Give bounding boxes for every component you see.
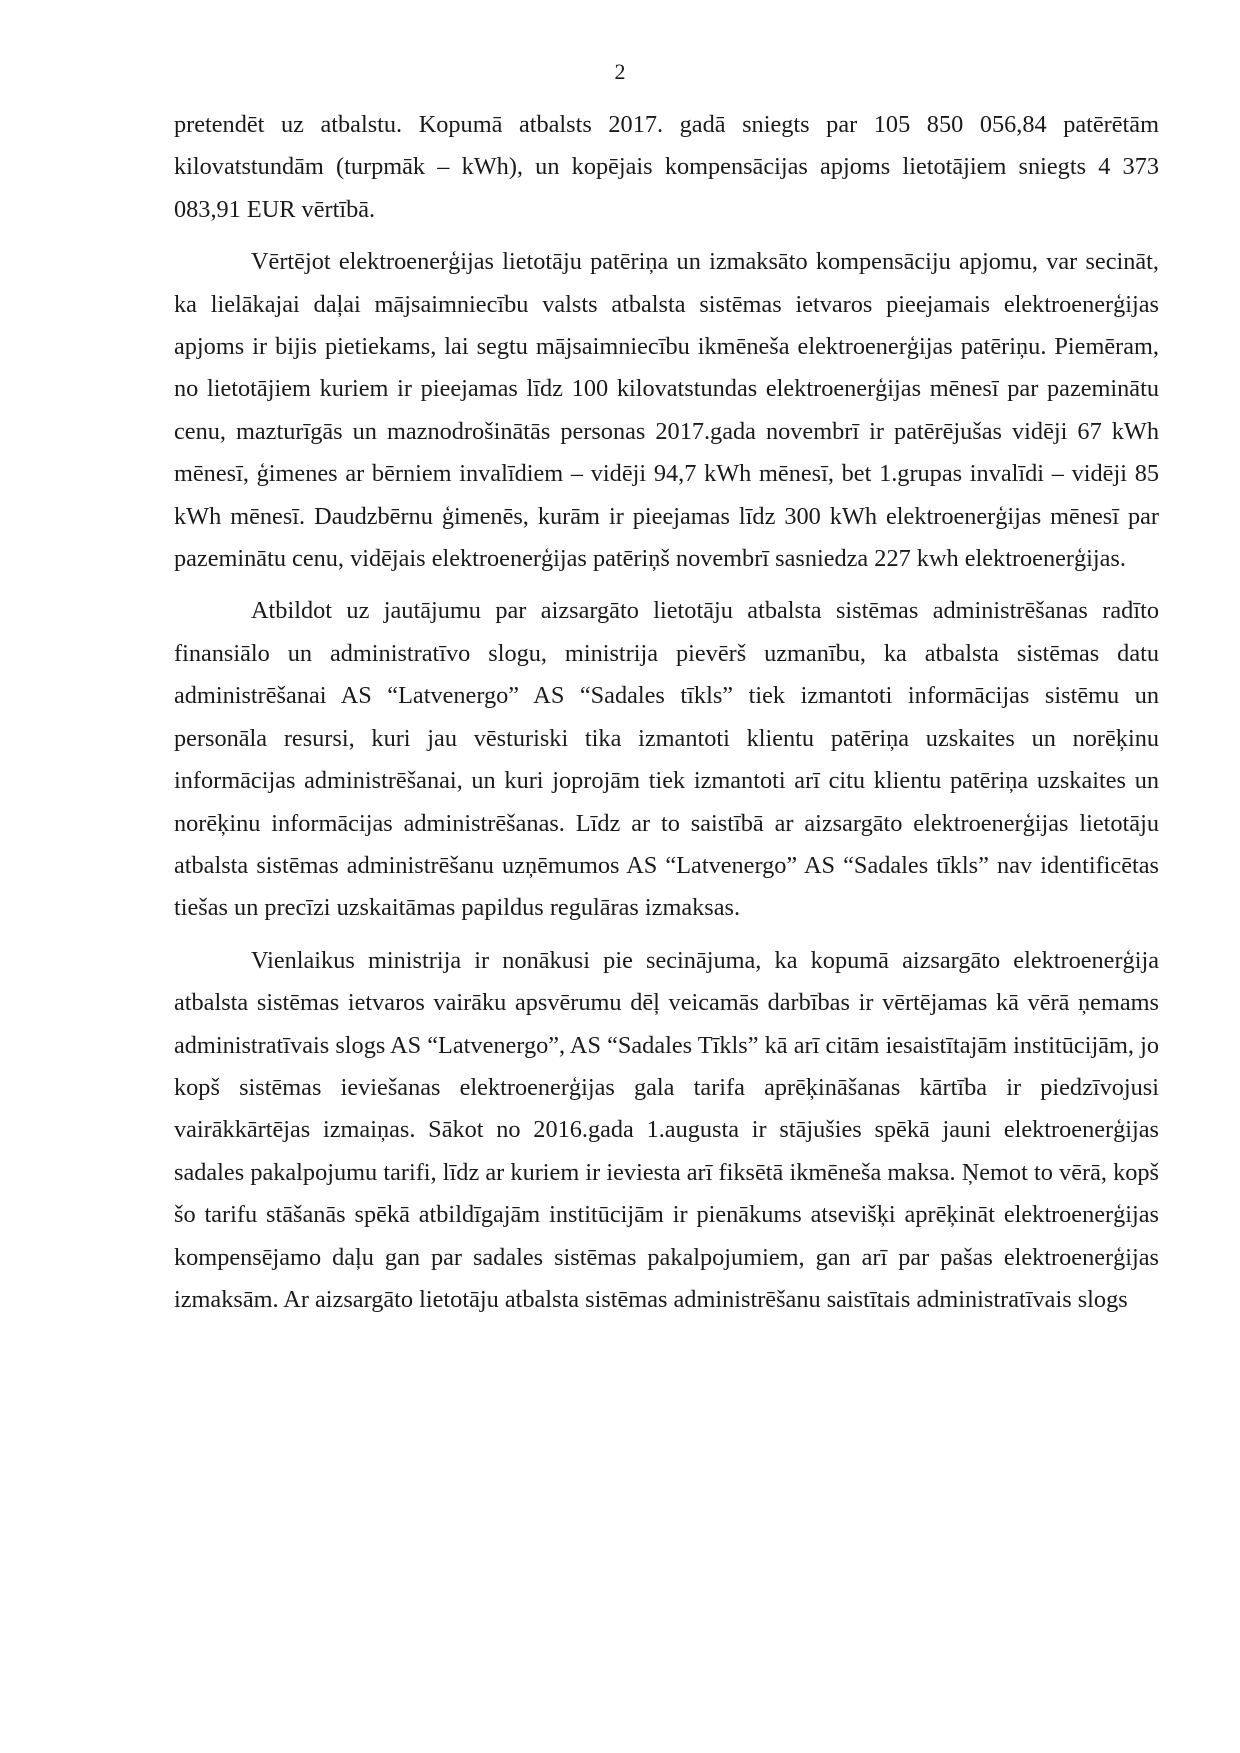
paragraph-continuation: pretendēt uz atbalstu. Kopumā atbalsts 2017. gadā sniegts par 105 850 056,84 patērētām kilovatstundām (turpmāk – kWh), un kopējais kompensācijas apjoms lietotājiem sniegts 4 373 083,91 EUR vērtībā. xyxy=(174,111,1159,223)
page-number: 2 xyxy=(614,59,626,84)
paragraph-ministry-conclusion: Vienlaikus ministrija ir nonākusi pie secinājuma, ka kopumā aizsargāto elektroenerģija atbalsta sistēmas ietvaros vairāku apsvērumu dēļ veicamās darbības ir vērtējamas kā vērā ņemams administratīvais slogs AS “Latvenergo”, AS “Sadales Tīkls” kā arī citām iesaistītajām institūcijām, jo kopš sistēmas ieviešanas elektroenerģijas gala tarifa aprēķināšanas kārtība ir piedzīvojusi vairākkārtējas izmaiņas. Sākot no 2016.gada 1.augusta ir stājušies spēkā jauni elektroenerģijas sadales pakalpojumu tarifi, līdz ar kuriem ir ieviesta arī fiksētā ikmēneša maksa. Ņemot to vērā, kopš šo tarifu stāšanās spēkā atbildīgajām institūcijām ir pienākums atsevišķi aprēķināt elektroenerģijas kompensējamo daļu gan par sadales sistēmas pakalpojumiem, gan arī par pašas elektroenerģijas izmaksām. Ar aizsargāto lietotāju atbalsta sistēmas administrēšanu saistītais administratīvais slogs xyxy=(174,946,1159,1313)
paragraph-consumption-assessment: Vērtējot elektroenerģijas lietotāju patēriņa un izmaksāto kompensāciju apjomu, var secināt, ka lielākajai daļai mājsaimniecību valsts atbalsta sistēmas ietvaros pieejamais elektroenerģijas apjoms ir bijis pietiekams, lai segtu mājsaimniecību ikmēneša elektroenerģijas patēriņu. Piemēram, no lietotājiem kuriem ir pieejamas līdz 100 kilovatstundas elektroenerģijas mēnesī par pazeminātu cenu, mazturīgās un maznodrošinātās personas 2017.gada novembrī ir patērējušas vidēji 67 kWh mēnesī, ģimenes ar bērniem invalīdiem – vidēji 94,7 kWh mēnesī, bet 1.grupas invalīdi – vidēji 85 kWh mēnesī. Daudzbērnu ģimenēs, kurām ir pieejamas līdz 300 kWh elektroenerģijas mēnesī par pazeminātu cenu, vidējais elektroenerģijas patēriņš novembrī sasniedza 227 kwh elektroenerģijas. xyxy=(174,248,1159,573)
document-body xyxy=(174,104,1159,1321)
paragraph-administrative-burden-answer: Atbildot uz jautājumu par aizsargāto lietotāju atbalsta sistēmas administrēšanas radīto finansiālo un administratīvo slogu, ministrija pievērš uzmanību, ka atbalsta sistēmas datu administrēšanai AS “Latvenergo” AS “Sadales tīkls” tiek izmantoti informācijas sistēmu un personāla resursi, kuri jau vēsturiski tika izmantoti klientu patēriņa uzskaites un norēķinu informācijas administrēšanai, un kuri joprojām tiek izmantoti arī citu klientu patēriņa uzskaites un norēķinu informācijas administrēšanas. Līdz ar to saistībā ar aizsargāto elektroenerģijas lietotāju atbalsta sistēmas administrēšanu uzņēmumos AS “Latvenergo” AS “Sadales tīkls” nav identificētas tiešas un precīzi uzskaitāmas papildus regulāras izmaksas. xyxy=(174,597,1159,922)
